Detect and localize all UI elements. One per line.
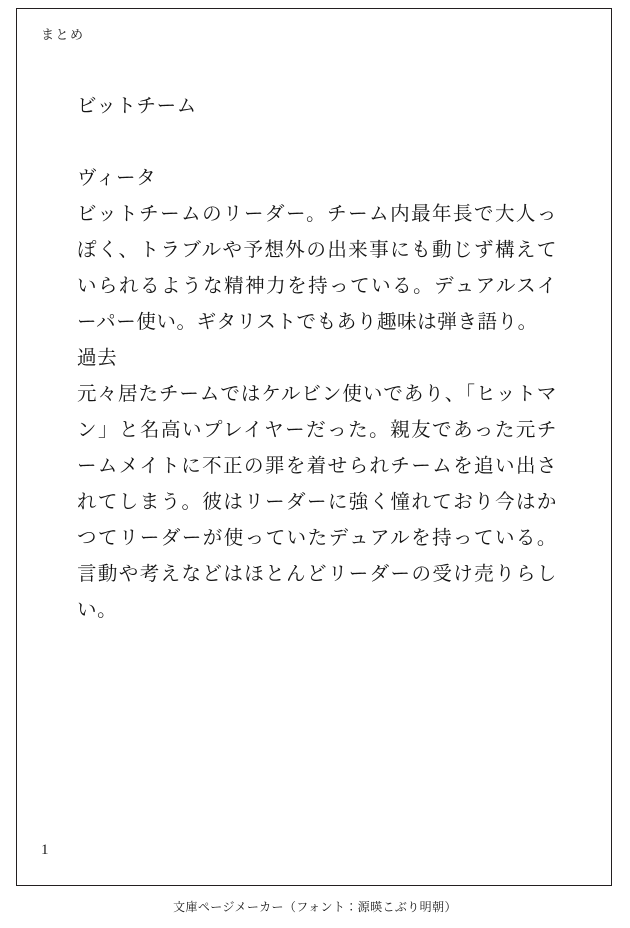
character-name: ヴィータ — [77, 168, 157, 189]
running-header: まとめ — [41, 27, 85, 42]
spacer — [77, 125, 557, 161]
footer-credit: 文庫ページメーカー（フォント：源暎こぶり明朝） — [173, 900, 457, 914]
character-past-text: 元々居たチームではケルビン使いであり、「ヒットマン」と名高いプレイヤーだった。親友であった元チームメイトに不正の罪を着せられチームを追い出されてしまう。彼はリーダーに強く憧れており今はかつてリーダーが使っていたデュアルを持っている。言動や考えなどはほとんどリーダーの受け売りらしい。 — [77, 384, 557, 621]
page-number: 1 — [41, 842, 49, 858]
character-description: ビットチームのリーダー。チーム内最年長で大人っぽく、トラブルや予想外の出来事にも動じず構えていられるような精神力を持っている。デュアルスイーパー使い。ギタリストでもあり趣味は弾き語り。 — [77, 204, 557, 333]
team-heading: ビットチーム — [77, 96, 197, 117]
section-label-past: 過去 — [77, 348, 118, 369]
body-text-block — [77, 89, 557, 629]
page-sheet — [16, 8, 612, 886]
